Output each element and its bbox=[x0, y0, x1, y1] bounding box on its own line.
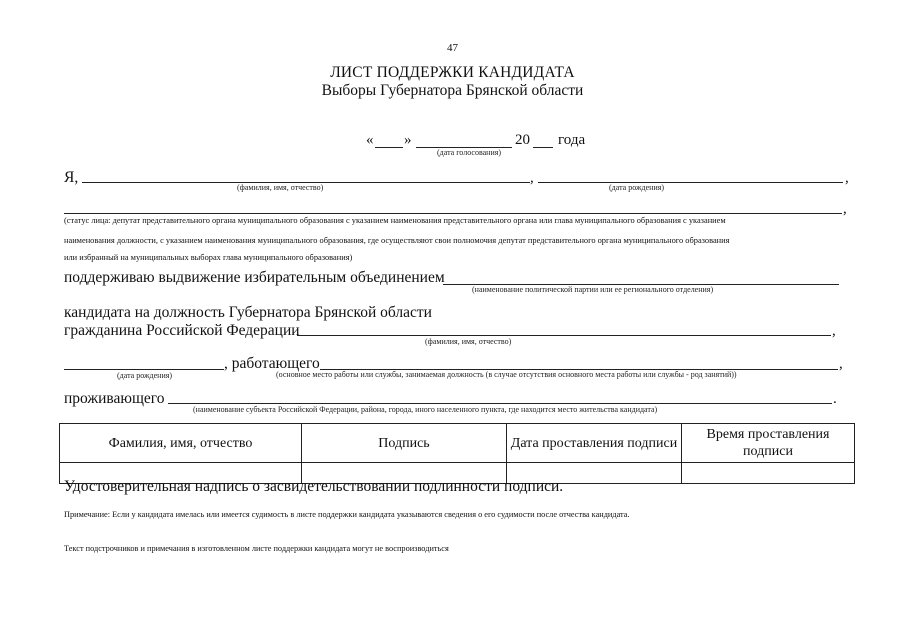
header-signature: Подпись bbox=[302, 424, 507, 463]
party-caption: (наименование политической партии или ее регионального отделения) bbox=[472, 285, 714, 294]
residence-label: проживающего bbox=[64, 390, 165, 407]
document-subtitle: Выборы Губернатора Брянской области bbox=[321, 82, 584, 99]
comma-1: , bbox=[530, 170, 534, 186]
candidate-citizenship: гражданина Российской Федерации bbox=[64, 322, 300, 339]
voting-date-caption: (дата голосования) bbox=[437, 148, 502, 157]
candidate-fio-caption: (фамилия, имя, отчество) bbox=[425, 337, 512, 346]
header-date: Дата проставления подписи bbox=[507, 424, 682, 463]
candidate-fio-field[interactable] bbox=[297, 335, 831, 336]
comma-2: , bbox=[845, 170, 849, 186]
signer-fio-caption: (фамилия, имя, отчество) bbox=[237, 183, 324, 192]
header-time: Время проставления подписи bbox=[682, 424, 855, 463]
cell-time[interactable] bbox=[682, 463, 855, 484]
work-caption: (основное место работы или службы, занимаемая должность (в случае отсутствия основного места работы или службы - род занятий)) bbox=[276, 370, 737, 379]
day-field[interactable] bbox=[375, 147, 403, 148]
residence-caption: (наименование субъекта Российской Федерации, района, города, иного населенного пункта, где находится место жительства кандидата) bbox=[193, 405, 658, 414]
comma-5: , bbox=[839, 356, 843, 372]
year-suffix: года bbox=[558, 132, 586, 148]
document-title: ЛИСТ ПОДДЕРЖКИ КАНДИДАТА bbox=[330, 64, 575, 81]
signer-birthdate-field[interactable] bbox=[538, 182, 843, 183]
signer-birthdate-caption: (дата рождения) bbox=[609, 183, 665, 192]
signature-table bbox=[59, 423, 855, 484]
working-label: , работающего bbox=[224, 355, 320, 372]
note-text: Примечание: Если у кандидата имелась или имеется судимость в листе поддержки кандидата указываются сведения о его судимости после отчества кандидата. bbox=[64, 510, 630, 519]
status-note-2: наименования должности, с указанием наименования муниципального образования, где осуществляют свои полномочия депутат представительного органа муниципального образования bbox=[64, 236, 730, 245]
comma-4: , bbox=[832, 323, 836, 339]
candidate-birthdate-field[interactable] bbox=[64, 369, 224, 370]
support-label: поддерживаю выдвижение избирательным объединением bbox=[64, 269, 445, 286]
year-prefix: 20 bbox=[515, 132, 530, 148]
candidate-position: кандидата на должность Губернатора Брянской области bbox=[64, 304, 432, 321]
status-note-3: или избранный на муниципальных выборах глава муниципального образования) bbox=[64, 253, 353, 262]
footer-text: Текст подстрочников и примечания в изготовленном листе поддержки кандидата могут не воспроизводиться bbox=[64, 544, 449, 553]
page-number: 47 bbox=[447, 42, 458, 54]
status-note-1: (статус лица: депутат представительного органа муниципального образования с указанием наименования представительного органа или глава муниципального образования с указанием bbox=[64, 216, 726, 225]
period-1: . bbox=[833, 391, 837, 407]
certification-text: Удостоверительная надпись о засвидетельствовании подлинности подписи. bbox=[64, 478, 564, 495]
residence-field[interactable] bbox=[168, 403, 832, 404]
header-fio: Фамилия, имя, отчество bbox=[60, 424, 302, 463]
candidate-birthdate-caption: (дата рождения) bbox=[117, 371, 173, 380]
comma-3: , bbox=[843, 201, 847, 217]
close-quote: » bbox=[404, 132, 412, 148]
open-quote: « bbox=[366, 132, 374, 148]
year-field[interactable] bbox=[533, 147, 553, 148]
ya-label: Я, bbox=[64, 169, 79, 186]
